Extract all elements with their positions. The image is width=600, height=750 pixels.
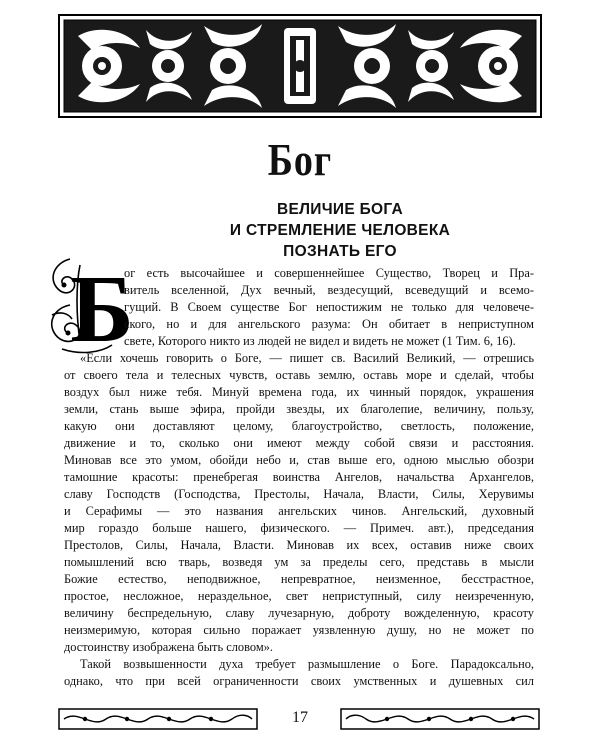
text-line: от своего тела и телесных чувств, оставь землю, оставь море и сделай, чтобы bbox=[64, 368, 534, 382]
chapter-title: Бог bbox=[267, 135, 333, 186]
text-line: воздух был ниже тебя. Минуй времена года, их чинный порядок, украшения bbox=[64, 385, 534, 399]
text-line: гущий. В Своем существе Бог непостижим не только для человече- bbox=[124, 300, 534, 314]
text-line: свете, Которого никто из людей не видел и видеть не может (1 Тим. 6, 16). bbox=[124, 334, 516, 348]
text-line: помышлений всю тварь, возведя ум за пределы сего, представь в мысли bbox=[64, 555, 534, 569]
section-heading bbox=[140, 199, 540, 262]
text-line: движение и то, сколько они имеют между собой связи и расстояния. bbox=[64, 436, 534, 450]
text-line: Миновав все это умом, обойди небо и, став выше его, одною мыслью обозри bbox=[64, 453, 534, 467]
text-line: «Если хочешь говорить о Боге, — пишет св. Василий Великий, — отрешись bbox=[80, 351, 534, 365]
text-line: простое, несложное, нераздельное, свет неприступный, силу неизреченную, bbox=[64, 589, 534, 603]
text-line: какую они доставляют целому, благоустройство, светлость, положение, bbox=[64, 419, 534, 433]
text-line: славу Господств (Господства, Престолы, Начала, Власти, Силы, Херувимы bbox=[64, 487, 534, 501]
text-line: величину беспредельную, славу лучезарную, доброту вожделенную, красоту bbox=[64, 606, 534, 620]
text-line: ог есть высочайшее и совершеннейшее Существо, Творец и Пра- bbox=[124, 266, 534, 280]
section-heading-line: ПОЗНАТЬ ЕГО bbox=[283, 243, 397, 260]
text-line: витель вселенной, Дух вечный, вездесущий, всеведущий и всемо- bbox=[124, 283, 534, 297]
text-line: Престолов, Силы, Начала, Власти. Миновав их всех, оставив ниже своих bbox=[64, 538, 534, 552]
page-number: 17 bbox=[292, 709, 308, 726]
text-line: мир гораздо больше нашего, физического. — Примеч. авт.), председания bbox=[64, 521, 534, 535]
drop-cap-ornament-icon bbox=[40, 245, 136, 357]
footer-right-ornament-icon bbox=[340, 706, 540, 732]
text-line: Божие естество, неподвижное, непревратное, неизменное, бесстрастное, bbox=[64, 572, 534, 586]
text-line: однако, что при всей ограниченности своих умственных и душевных сил bbox=[64, 674, 534, 688]
text-line: ского, но и для ангельского разума: Он обитает в неприступном bbox=[124, 317, 534, 331]
section-heading-line: И СТРЕМЛЕНИЕ ЧЕЛОВЕКА bbox=[229, 222, 451, 239]
footer-left-ornament-icon bbox=[58, 706, 258, 732]
text-line: земли, стань выше эфира, пройди звезды, их благолепие, величину, пользу, bbox=[64, 402, 534, 416]
text-line: и Серафимы — это названия ангельских чинов. Ангельский, духовный bbox=[64, 504, 534, 518]
drop-cap-letter: Б bbox=[70, 255, 134, 357]
text-line: достоинству изображена быть словом». bbox=[64, 640, 273, 654]
text-line: Такой возвышенности духа требует размышление о Боге. Парадоксально, bbox=[80, 657, 534, 671]
header-ornament-icon bbox=[58, 14, 542, 118]
text-line: тамошние красоты: пренебрегая воинства Ангелов, начальства Архангелов, bbox=[64, 470, 534, 484]
text-line: неизмеримую, которая сильно поражает уязвленную душу, но не может по bbox=[64, 623, 534, 637]
section-heading-line: ВЕЛИЧИЕ БОГА bbox=[276, 201, 404, 218]
